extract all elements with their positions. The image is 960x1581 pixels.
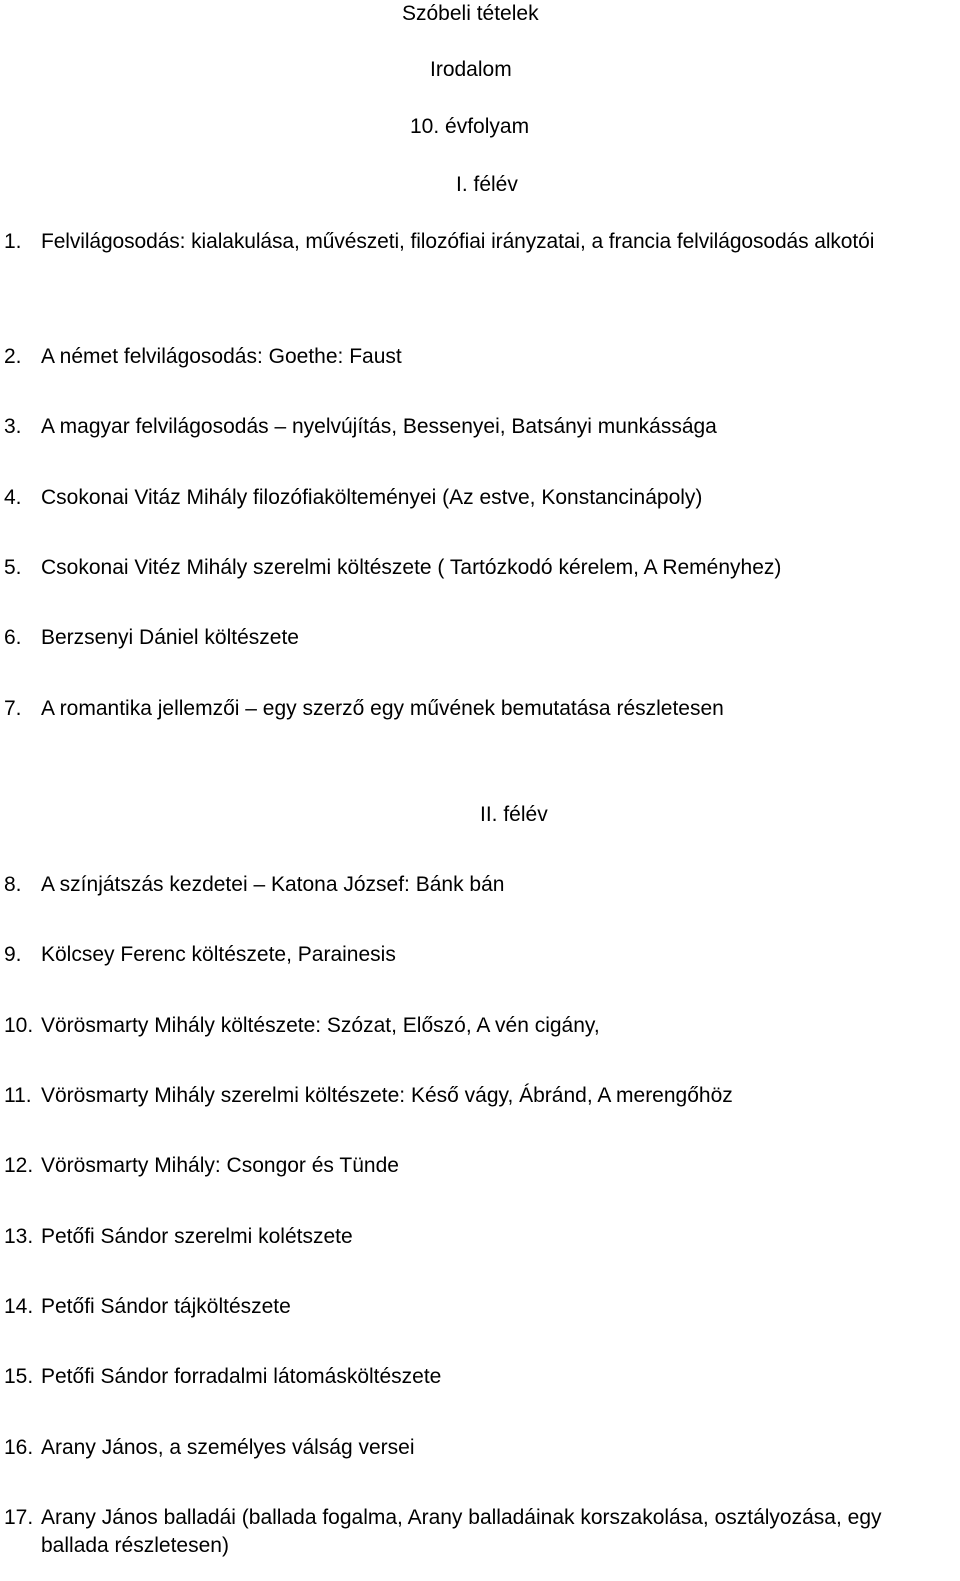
item-text: Csokonai Vitáz Mihály filozófiakölteményei (Az estve, Konstancinápoly) [41,486,703,509]
list-item [4,941,960,969]
item-text: Vörösmarty Mihály szerelmi költészete: Késő vágy, Ábránd, A merengőhöz [41,1084,733,1107]
list-item [4,695,960,723]
list-item [4,624,960,652]
list-item [4,1223,960,1251]
item-number: 8. [4,873,22,896]
item-number: 12. [4,1154,34,1177]
item-number: 4. [4,486,22,509]
item-text: A német felvilágosodás: Goethe: Faust [41,345,402,368]
item-number: 3. [4,415,22,438]
list-item [4,554,960,582]
item-number: 15. [4,1365,34,1388]
item-text: Vörösmarty Mihály költészete: Szózat, Előszó, A vén cigány, [41,1014,600,1037]
item-number: 7. [4,697,22,720]
item-number: 11. [4,1084,32,1107]
list-item [4,413,960,441]
list-item [4,1293,960,1321]
item-number: 16. [4,1436,34,1459]
item-text: Arany János, a személyes válság versei [41,1436,415,1459]
list-item [4,1434,960,1462]
item-number: 17. [4,1506,34,1529]
item-number: 10. [4,1014,34,1037]
list-item [4,228,960,256]
item-text: Vörösmarty Mihály: Csongor és Tünde [41,1154,399,1177]
item-text: A magyar felvilágosodás – nyelvújítás, Bessenyei, Batsányi munkássága [41,415,717,438]
semester-1-heading: I. félév [456,173,518,196]
item-text: Arany János balladái (ballada fogalma, Arany balladáinak korszakolása, osztályozása, egy ballada részletesen) [41,1506,882,1557]
item-number: 13. [4,1225,34,1248]
list-item [4,484,960,512]
item-text: Kölcsey Ferenc költészete, Parainesis [41,943,396,966]
list-item [4,871,960,899]
item-number: 9. [4,943,22,966]
item-text: A színjátszás kezdetei – Katona József: Bánk bán [41,873,505,896]
item-number: 2. [4,345,22,368]
item-text: Petőfi Sándor szerelmi kolétszete [41,1225,353,1248]
item-number: 14. [4,1295,34,1318]
item-number: 5. [4,556,22,579]
subject-heading: Irodalom [430,58,512,81]
list-item [4,1504,960,1560]
list-item [4,343,960,371]
item-text: Felvilágosodás: kialakulása, művészeti, filozófiai irányzatai, a francia felvilágosodás alkotói [41,230,875,253]
item-text: Petőfi Sándor tájköltészete [41,1295,291,1318]
item-number: 1. [4,230,22,253]
list-item [4,1012,960,1040]
item-text: Berzsenyi Dániel költészete [41,626,299,649]
item-text: A romantika jellemzői – egy szerző egy művének bemutatása részletesen [41,697,724,720]
item-number: 6. [4,626,22,649]
list-item [4,1082,960,1110]
semester-2-heading: II. félév [480,803,548,826]
item-text: Csokonai Vitéz Mihály szerelmi költészete ( Tartózkodó kérelem, A Reményhez) [41,556,782,579]
list-item [4,1152,960,1180]
list-item [4,1363,960,1391]
grade-heading: 10. évfolyam [410,115,530,138]
item-text: Petőfi Sándor forradalmi látomásköltészete [41,1365,442,1388]
document-title: Szóbeli tételek [402,2,539,25]
